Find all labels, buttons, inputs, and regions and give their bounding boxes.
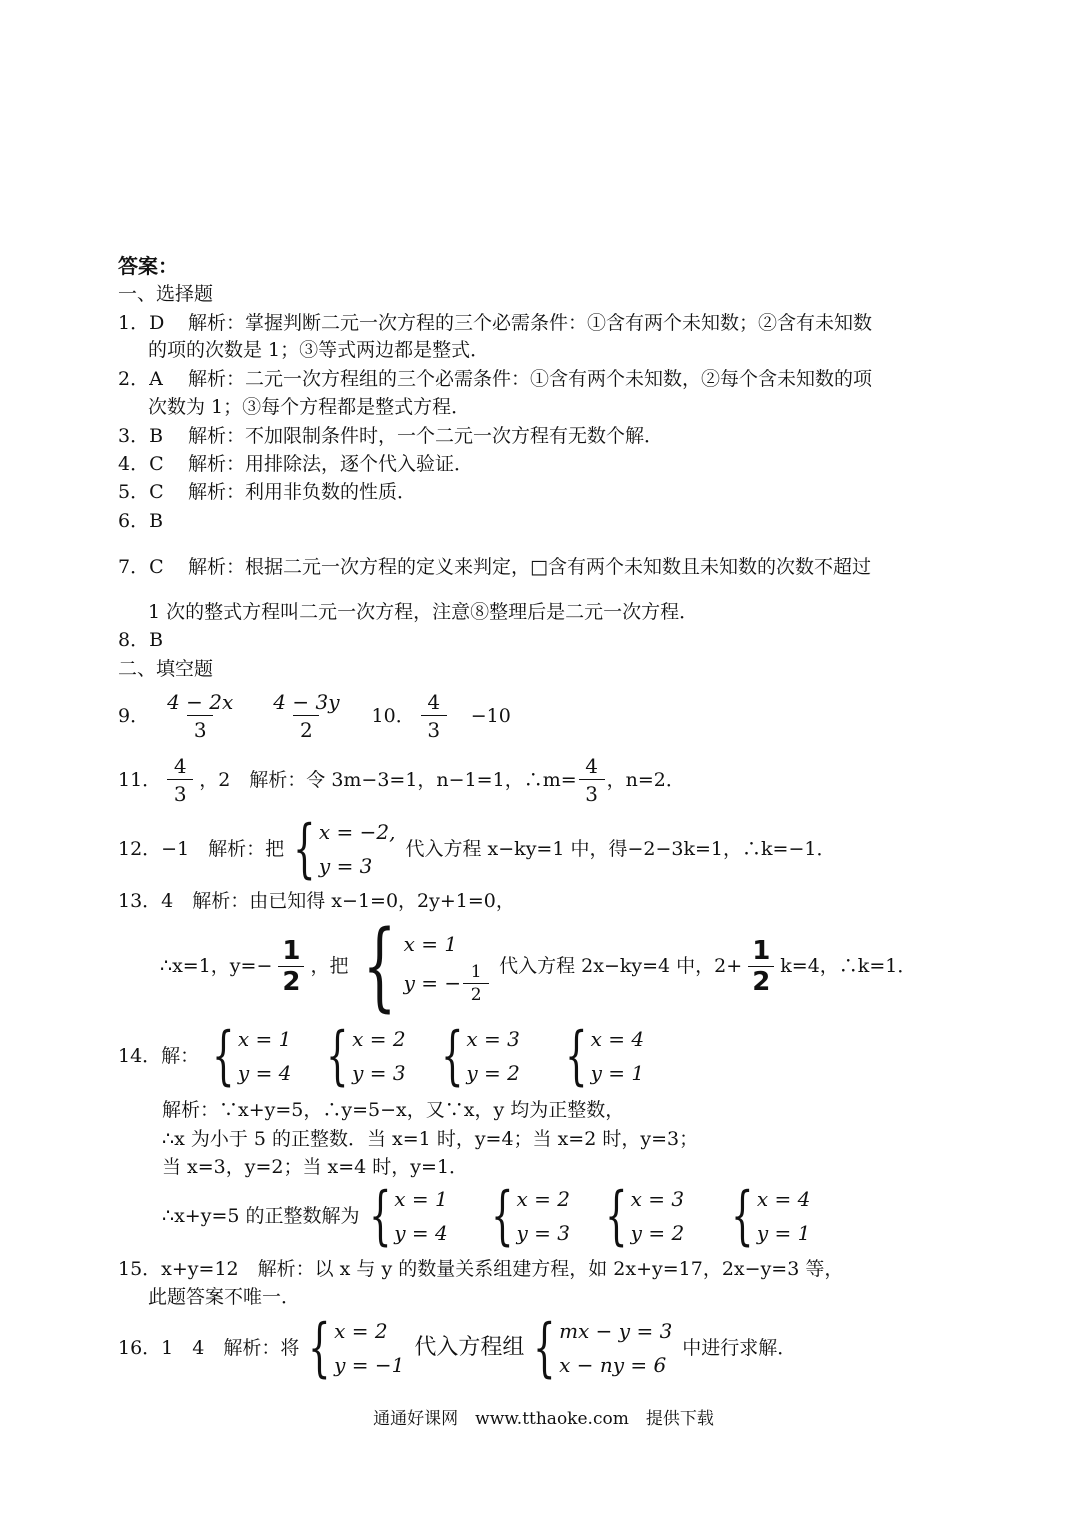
q5-text: 解析：利用非负数的性质． <box>188 481 417 503</box>
q6-line: 6．B <box>118 510 164 532</box>
q14-s4-x: x = 4 <box>590 1027 645 1051</box>
q11-f1-den: 3 <box>167 779 193 808</box>
left-brace-icon: { <box>212 1019 235 1093</box>
q11-line <box>118 750 685 810</box>
q14-e3-x: x = 3 <box>630 1187 685 1211</box>
q10-fraction <box>421 689 447 744</box>
q11-label: 11． <box>118 769 162 791</box>
q16-label: 16．1 4 解析：将 <box>118 1337 300 1359</box>
q5-line <box>118 480 416 504</box>
q11-fraction-1 <box>167 753 193 808</box>
q2-answer: 2．A <box>118 368 163 390</box>
q14-label: 14．解： <box>118 1045 200 1067</box>
q9-fraction-2 <box>269 689 343 744</box>
q11-text: ，2 解析：令 3m−3=1，n−1=1，∴m= <box>199 769 577 791</box>
left-brace-icon: { <box>326 1019 349 1093</box>
q14-s2-y: y = 3 <box>352 1061 406 1085</box>
q1-text: 解析：掌握判断二元一次方程的三个必需条件：①含有两个未知数；②含有未知数 <box>188 312 873 334</box>
q9-q10-line <box>118 686 511 746</box>
left-brace-icon: { <box>533 1311 556 1385</box>
left-brace-icon: { <box>293 812 316 886</box>
q1-line2: 的项的次数是 1；③等式两边都是整式． <box>148 339 490 361</box>
q9-f1-num: 4 − 2x <box>167 689 234 714</box>
q7-answer: 7．C <box>118 556 164 578</box>
q14-s3-y: y = 2 <box>466 1061 520 1085</box>
q12-label: 12．−1 解析：把 <box>118 838 285 860</box>
q16-row2: y = −1 <box>334 1353 405 1377</box>
q11-f2-den: 3 <box>579 779 605 808</box>
q11-fraction-2 <box>579 753 605 808</box>
q15-line2: 此题答案不唯一． <box>148 1286 301 1308</box>
q14-e-solution-2 <box>482 1179 570 1253</box>
q11-f2-num: 4 <box>585 753 598 778</box>
q8-line: 8．B <box>118 629 164 651</box>
q14-s3-x: x = 3 <box>466 1027 520 1051</box>
q13-row2-fraction <box>463 961 489 1006</box>
q14-e-solution-4 <box>722 1179 811 1253</box>
q14-s2-x: x = 2 <box>352 1027 406 1051</box>
left-brace-icon: { <box>368 1179 392 1253</box>
q14-s1-y: y = 4 <box>237 1061 292 1085</box>
q13-fraction-2 <box>748 936 774 997</box>
left-brace-icon: { <box>565 1019 588 1093</box>
q13-row2-f-num: 1 <box>470 961 482 982</box>
q16-eq2: x − ny = 6 <box>559 1353 667 1377</box>
left-brace-icon: { <box>605 1179 628 1253</box>
q9-label: 9． <box>118 705 150 727</box>
q12-line <box>118 814 835 884</box>
q2-text: 解析：二元一次方程组的三个必需条件：①含有两个未知数，②每个含未知数的项 <box>188 368 873 390</box>
q3-answer: 3．B <box>118 425 164 447</box>
q14-s4-y: y = 1 <box>590 1061 645 1085</box>
q11-tail: ，n=2． <box>606 769 685 791</box>
q3-text: 解析：不加限制条件时，一个二元一次方程有无数个解． <box>188 425 664 447</box>
q12-system <box>284 812 396 886</box>
q13-a: ∴x=1，y=− <box>160 955 273 977</box>
q13-line2 <box>160 910 917 1022</box>
q13-system <box>349 910 492 1022</box>
left-brace-icon: { <box>440 1019 464 1093</box>
q2-line1 <box>118 367 872 391</box>
q13-f2-den: 2 <box>748 966 774 997</box>
q1-line1 <box>118 311 872 335</box>
q16-tail: 中进行求解． <box>682 1337 797 1359</box>
footer-text: 通通好课网 www.tthaoke.com 提供下载 <box>373 1409 714 1429</box>
q14-e3-y: y = 2 <box>630 1221 685 1245</box>
q7-line2: 1 次的整式方程叫二元一次方程，注意⑧整理后是二元一次方程． <box>148 601 699 623</box>
q15-line1: 15．x+y=12 解析：以 x 与 y 的数量关系组建方程，如 2x+y=17，2x−y=3 等， <box>118 1258 844 1280</box>
q14-explain-3: 当 x=3，y=2；当 x=4 时，y=1． <box>162 1156 469 1178</box>
q12-row1: x = −2, <box>318 820 396 844</box>
q4-answer: 4．C <box>118 453 164 475</box>
q14-s1-x: x = 1 <box>237 1027 292 1051</box>
q14-e-solution-1 <box>360 1179 448 1253</box>
q14-solution-3 <box>432 1019 520 1093</box>
left-brace-icon: { <box>308 1311 331 1385</box>
q13-line1: 13．4 解析：由已知得 x−1=0，2y+1=0， <box>118 890 515 912</box>
q13-row2-f-den: 2 <box>463 983 489 1006</box>
q9-f2-den: 2 <box>293 715 319 744</box>
section-fill: 二、填空题 <box>118 658 214 680</box>
q13-b: ，把 <box>310 955 349 977</box>
q14-e4-x: x = 4 <box>756 1187 811 1211</box>
q7-line1 <box>118 555 871 579</box>
q13-d: k=4，∴k=1． <box>780 955 917 977</box>
q13-f2-num: 1 <box>752 935 771 966</box>
q14-e4-y: y = 1 <box>756 1221 811 1245</box>
section-choice: 一、选择题 <box>118 283 214 305</box>
q11-f1-num: 4 <box>173 753 187 778</box>
q16-line <box>118 1310 796 1386</box>
q14-solution-1 <box>203 1019 292 1093</box>
q13-row2 <box>404 961 492 1006</box>
q9-f2-num: 4 − 3y <box>273 689 340 714</box>
left-brace-icon: { <box>490 1179 514 1253</box>
q14-explain-4 <box>162 1180 810 1252</box>
q4-text: 解析：用排除法，逐个代入验证． <box>188 453 474 475</box>
q14-e-solution-3 <box>596 1179 685 1253</box>
q14-e1-x: x = 1 <box>394 1187 448 1211</box>
q14-e2-y: y = 3 <box>516 1221 570 1245</box>
q9-fraction-1 <box>163 689 237 744</box>
q13-row1: x = 1 <box>403 931 458 956</box>
q13-f1-num: 1 <box>282 935 301 966</box>
q10-f-den: 3 <box>421 715 447 744</box>
q14-e2-x: x = 2 <box>516 1187 570 1211</box>
q12-row2: y = 3 <box>318 854 373 878</box>
q5-answer: 5．C <box>118 481 164 503</box>
q9-f1-den: 3 <box>187 715 213 744</box>
q14-line <box>118 1020 644 1092</box>
q13-c: 代入方程 2x−ky=4 中，2+ <box>499 955 743 977</box>
q13-row2-text: y = − <box>403 971 462 995</box>
q10-tail: −10 <box>470 705 511 727</box>
q14-explain-1: 解析：∵x+y=5，∴y=5−x，又∵x，y 均为正整数， <box>162 1099 625 1121</box>
q14-solution-2 <box>317 1019 406 1093</box>
q3-line <box>118 424 663 448</box>
q14-solution-4 <box>556 1019 645 1093</box>
q7-text: 解析：根据二元一次方程的定义来判定，□含有两个未知数且未知数的次数不超过 <box>188 556 871 578</box>
q1-answer: 1．D <box>118 312 165 334</box>
q14-e4-text: ∴x+y=5 的正整数解为 <box>162 1205 360 1227</box>
q16-row1: x = 2 <box>334 1319 388 1343</box>
q10-f-num: 4 <box>427 689 441 714</box>
q16-mid: 代入方程组 <box>414 1335 525 1360</box>
q16-eq1: mx − y = 3 <box>559 1319 673 1343</box>
q16-system-2 <box>524 1311 673 1385</box>
q2-line2: 次数为 1；③每个方程都是整式方程． <box>148 396 471 418</box>
left-brace-icon: { <box>362 910 396 1022</box>
q16-system-1 <box>299 1311 405 1385</box>
q4-line <box>118 452 473 476</box>
q12-tail: 代入方程 x−ky=1 中，得−2−3k=1，∴k=−1． <box>405 838 836 860</box>
q13-fraction-1 <box>278 936 304 997</box>
q14-explain-2: ∴x 为小于 5 的正整数．当 x=1 时，y=4；当 x=2 时，y=3； <box>162 1128 699 1150</box>
q13-f1-den: 2 <box>278 966 304 997</box>
q14-e1-y: y = 4 <box>394 1221 448 1245</box>
answers-heading: 答案： <box>118 254 178 278</box>
left-brace-icon: { <box>731 1179 754 1253</box>
q10-label: 10． <box>371 705 415 727</box>
